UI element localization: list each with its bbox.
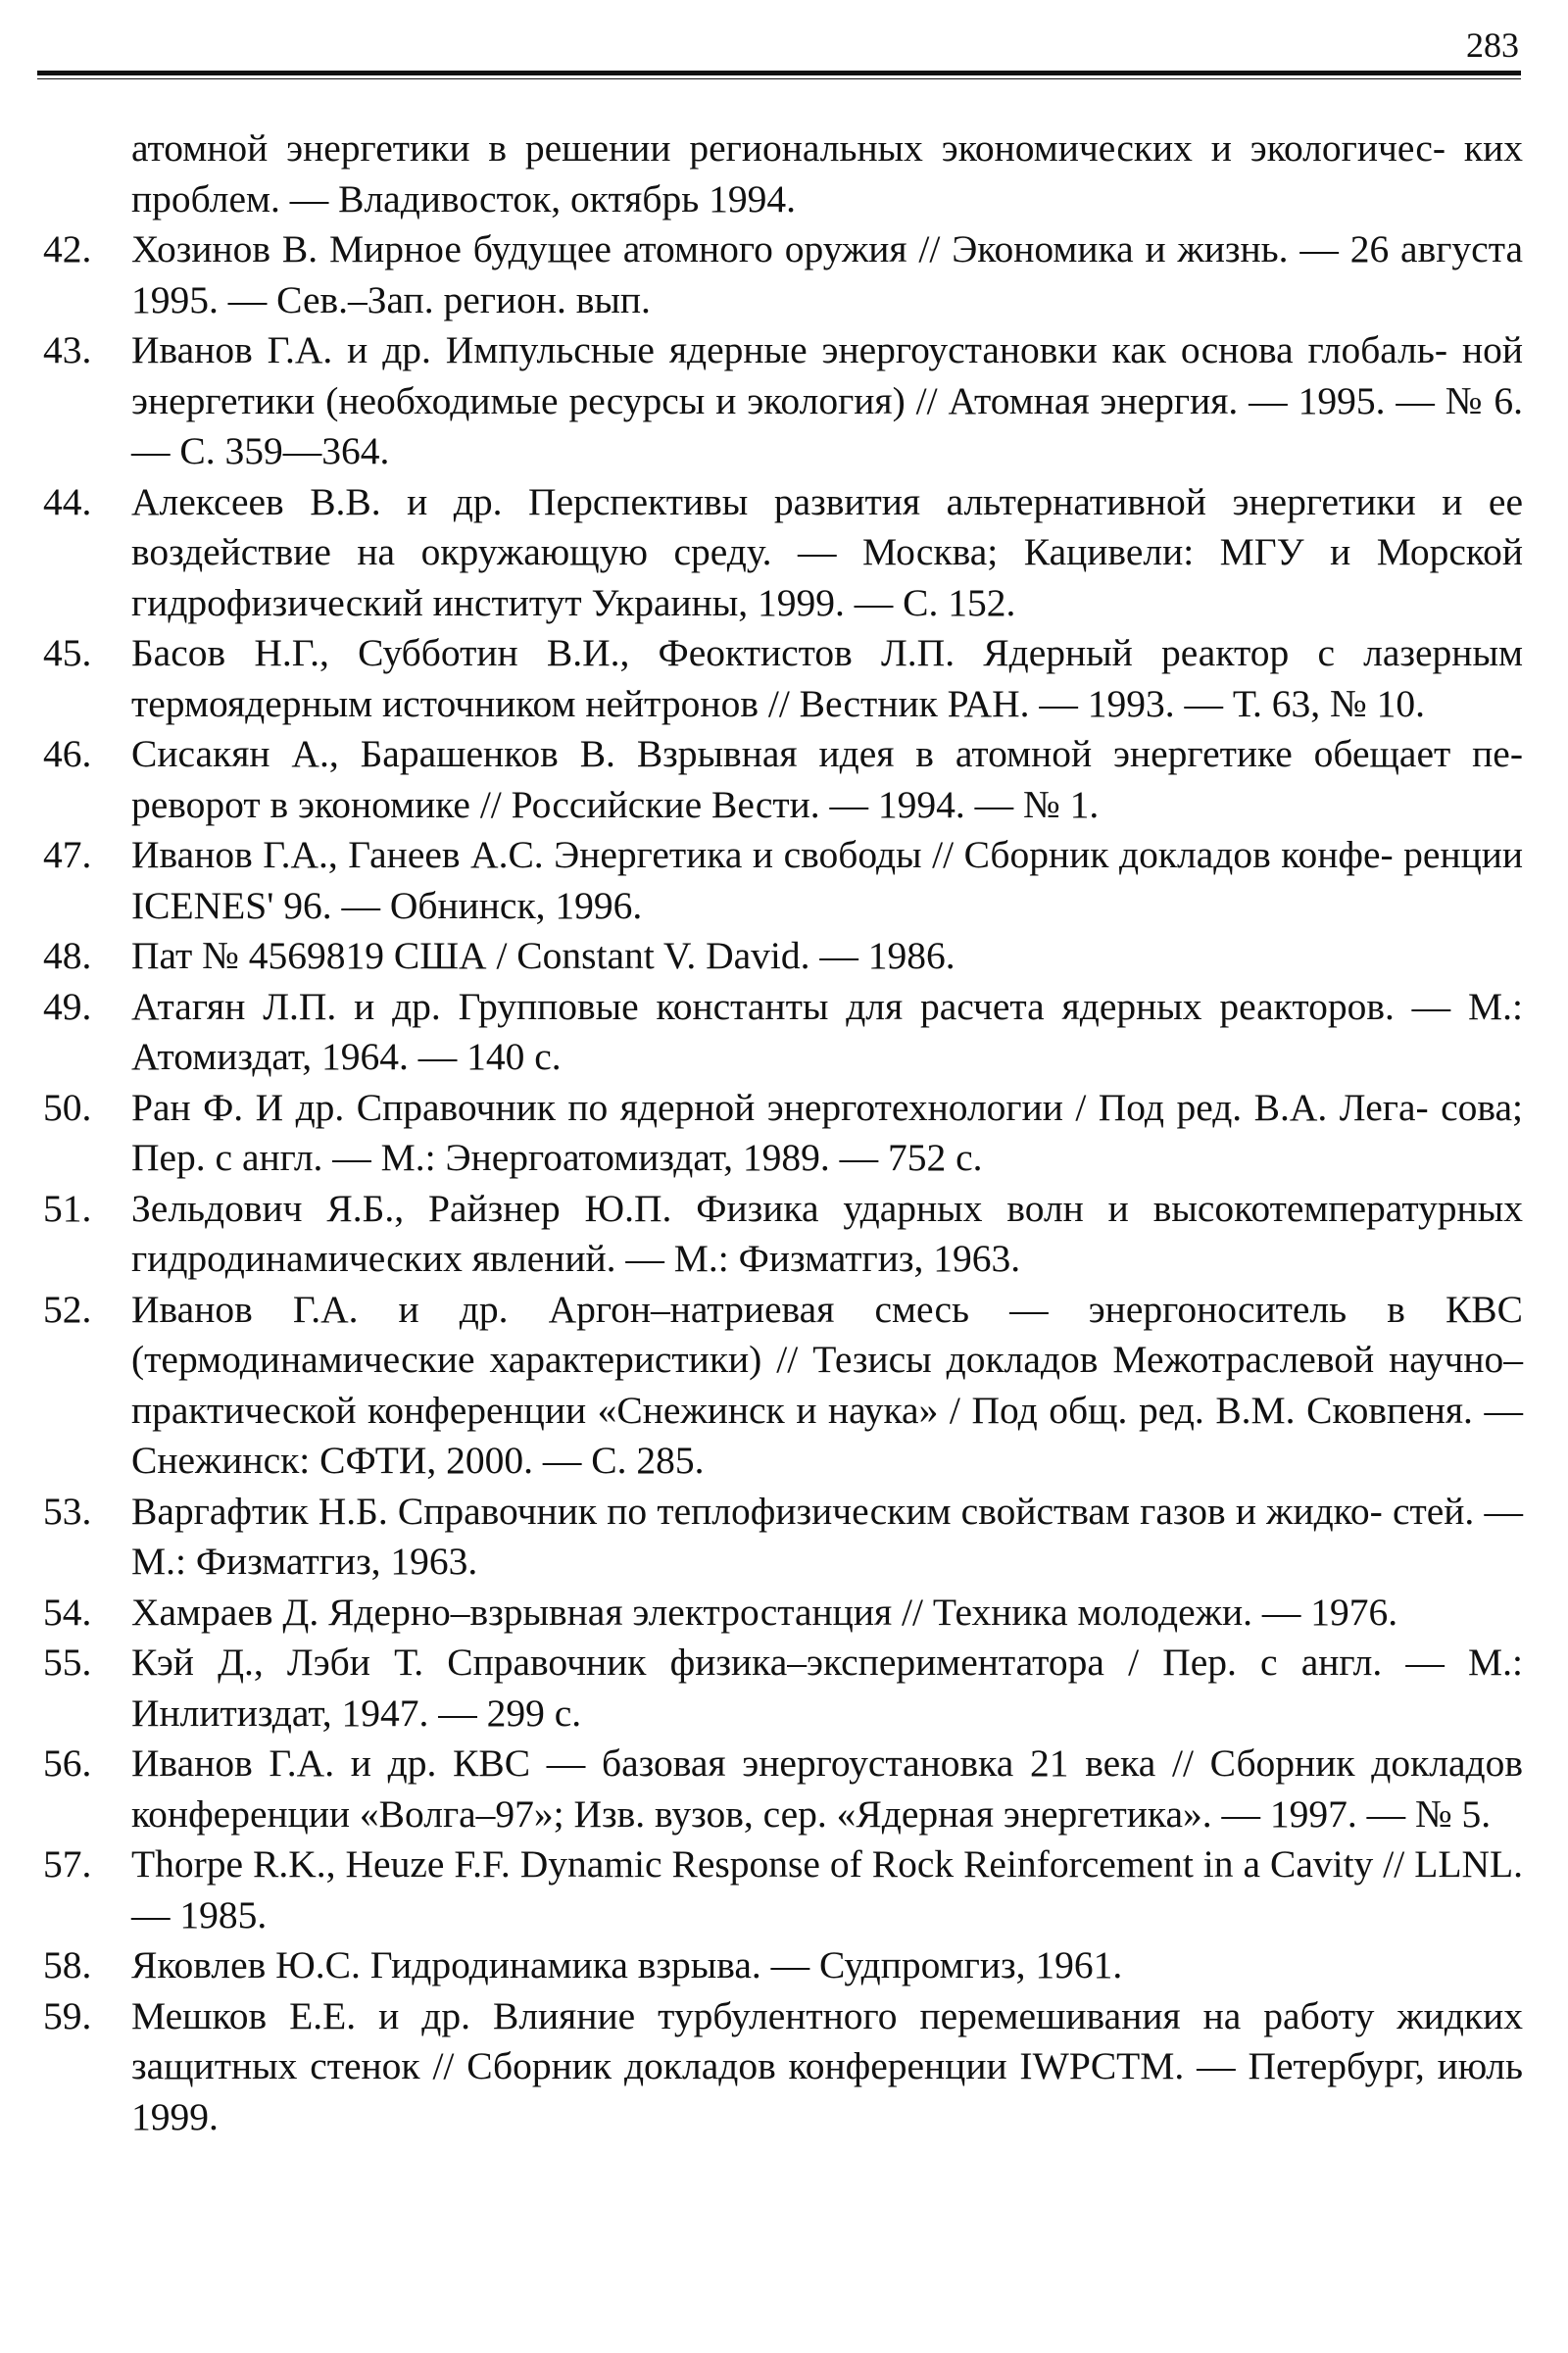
reference-text: Зельдович Я.Б., Райзнер Ю.П. Физика ударных волн и высокотемпературных гидродинамических явлений. — М.: Физматгиз, 1963.	[131, 1186, 1523, 1280]
reference-text: Атагян Л.П. и др. Групповые константы для расчета ядерных реакторов. — М.: Атомиздат, 1964. — 140 с.	[131, 984, 1523, 1078]
reference-item	[43, 1588, 1523, 1639]
reference-item	[43, 1285, 1523, 1487]
reference-item	[43, 982, 1523, 1083]
reference-item	[43, 325, 1523, 477]
reference-item	[43, 1184, 1523, 1285]
reference-item	[43, 1083, 1523, 1184]
reference-continuation: атомной энергетики в решении региональных экономических и экологичес- ких проблем. — Владивосток, октябрь 1994.	[131, 126, 1523, 221]
reference-item	[43, 729, 1523, 830]
reference-number: 52.	[43, 1287, 92, 1331]
reference-item	[43, 628, 1523, 729]
reference-number: 54.	[43, 1590, 92, 1634]
reference-text: Сисакян А., Барашенков В. Взрывная идея в атомной энергетике обещает пе- реворот в экономике // Российские Вести. — 1994. — № 1.	[131, 732, 1523, 826]
reference-text: Кэй Д., Лэби Т. Справочник физика–экспериментатора / Пер. с англ. — М.: Инлитиздат, 1947. — 299 с.	[131, 1641, 1523, 1735]
reference-item	[43, 931, 1523, 982]
reference-number: 56.	[43, 1741, 92, 1785]
reference-text: Алексеев В.В. и др. Перспективы развития альтернативной энергетики и ее воздействие на окружающую среду. — Москва; Кацивели: МГУ и Морской гидрофизический институт Украины, 1999. — С. 152.	[131, 479, 1523, 624]
reference-item	[43, 1991, 1523, 2143]
reference-text: Иванов Г.А. и др. Аргон–натриевая смесь — энергоноситель в КВС (термодинамические характеристики) // Тезисы докладов Межотраслевой научно–практической конференции «Снежинск и наука» / Под общ. ред. В.М. Сковпеня. — Снежинск: СФТИ, 2000. — С. 285.	[131, 1287, 1523, 1482]
reference-number: 58.	[43, 1943, 92, 1986]
reference-text: Варгафтик Н.Б. Справочник по теплофизическим свойствам газов и жидко- стей. — М.: Физматгиз, 1963.	[131, 1489, 1523, 1583]
reference-text: Яковлев Ю.С. Гидродинамика взрыва. — Судпромгиз, 1961.	[131, 1943, 1123, 1986]
reference-text: Ран Ф. И др. Справочник по ядерной энерготехнологии / Под ред. В.А. Лега- сова; Пер. с англ. — М.: Энергоатомиздат, 1989. — 752 с.	[131, 1085, 1523, 1179]
reference-text: Иванов Г.А., Ганеев А.С. Энергетика и свободы // Сборник докладов конфе- ренции ICENES' 96. — Обнинск, 1996.	[131, 833, 1523, 927]
reference-text: Мешков Е.Е. и др. Влияние турбулентного перемешивания на работу жидких защитных стенок // Сборник докладов конференции IWPCTM. — Петербург, июль 1999.	[131, 1993, 1523, 2138]
reference-text: Иванов Г.А. и др. КВС — базовая энергоустановка 21 века // Сборник докладов конференции «Волга–97»; Изв. вузов, сер. «Ядерная энергетика». — 1997. — № 5.	[131, 1741, 1523, 1836]
reference-text: Иванов Г.А. и др. Импульсные ядерные энергоустановки как основа глобаль- ной энергетики (необходимые ресурсы и экология) // Атомная энергия. — 1995. — № 6. — С. 359—364.	[131, 328, 1523, 472]
reference-item	[43, 830, 1523, 931]
reference-number: 47.	[43, 833, 92, 876]
reference-number: 49.	[43, 984, 92, 1028]
reference-item	[43, 1839, 1523, 1940]
reference-number: 55.	[43, 1641, 92, 1684]
reference-number: 51.	[43, 1186, 92, 1230]
reference-list	[43, 123, 1523, 2142]
reference-text: Thorpe R.K., Heuze F.F. Dynamic Response of Rock Reinforcement in a Cavity // LLNL. — 1985.	[131, 1842, 1523, 1936]
reference-number: 53.	[43, 1489, 92, 1533]
reference-item	[43, 1940, 1523, 1991]
page-number: 283	[1466, 25, 1519, 65]
reference-text: Хамраев Д. Ядерно–взрывная электростанция // Техника молодежи. — 1976.	[131, 1590, 1398, 1634]
reference-number: 46.	[43, 732, 92, 775]
reference-number: 50.	[43, 1085, 92, 1129]
reference-item	[43, 224, 1523, 325]
reference-number: 45.	[43, 631, 92, 674]
reference-number: 59.	[43, 1993, 92, 2037]
reference-text: Хозинов В. Мирное будущее атомного оружия // Экономика и жизнь. — 26 августа 1995. — Сев.–Зап. регион. вып.	[131, 227, 1523, 321]
reference-number: 43.	[43, 328, 92, 371]
reference-number: 57.	[43, 1842, 92, 1886]
reference-item	[43, 1739, 1523, 1839]
reference-item	[43, 1638, 1523, 1739]
header-rule	[37, 71, 1521, 75]
reference-text: Басов Н.Г., Субботин В.И., Феоктистов Л.П. Ядерный реактор с лазерным термоядерным источником нейтронов // Вестник РАН. — 1993. — Т. 63, № 10.	[131, 631, 1523, 725]
reference-item	[43, 1487, 1523, 1588]
reference-number: 44.	[43, 479, 92, 523]
reference-number: 42.	[43, 227, 92, 270]
reference-number: 48.	[43, 934, 92, 977]
reference-item	[43, 477, 1523, 629]
reference-text: Пат № 4569819 США / Constant V. David. — 1986.	[131, 934, 956, 977]
